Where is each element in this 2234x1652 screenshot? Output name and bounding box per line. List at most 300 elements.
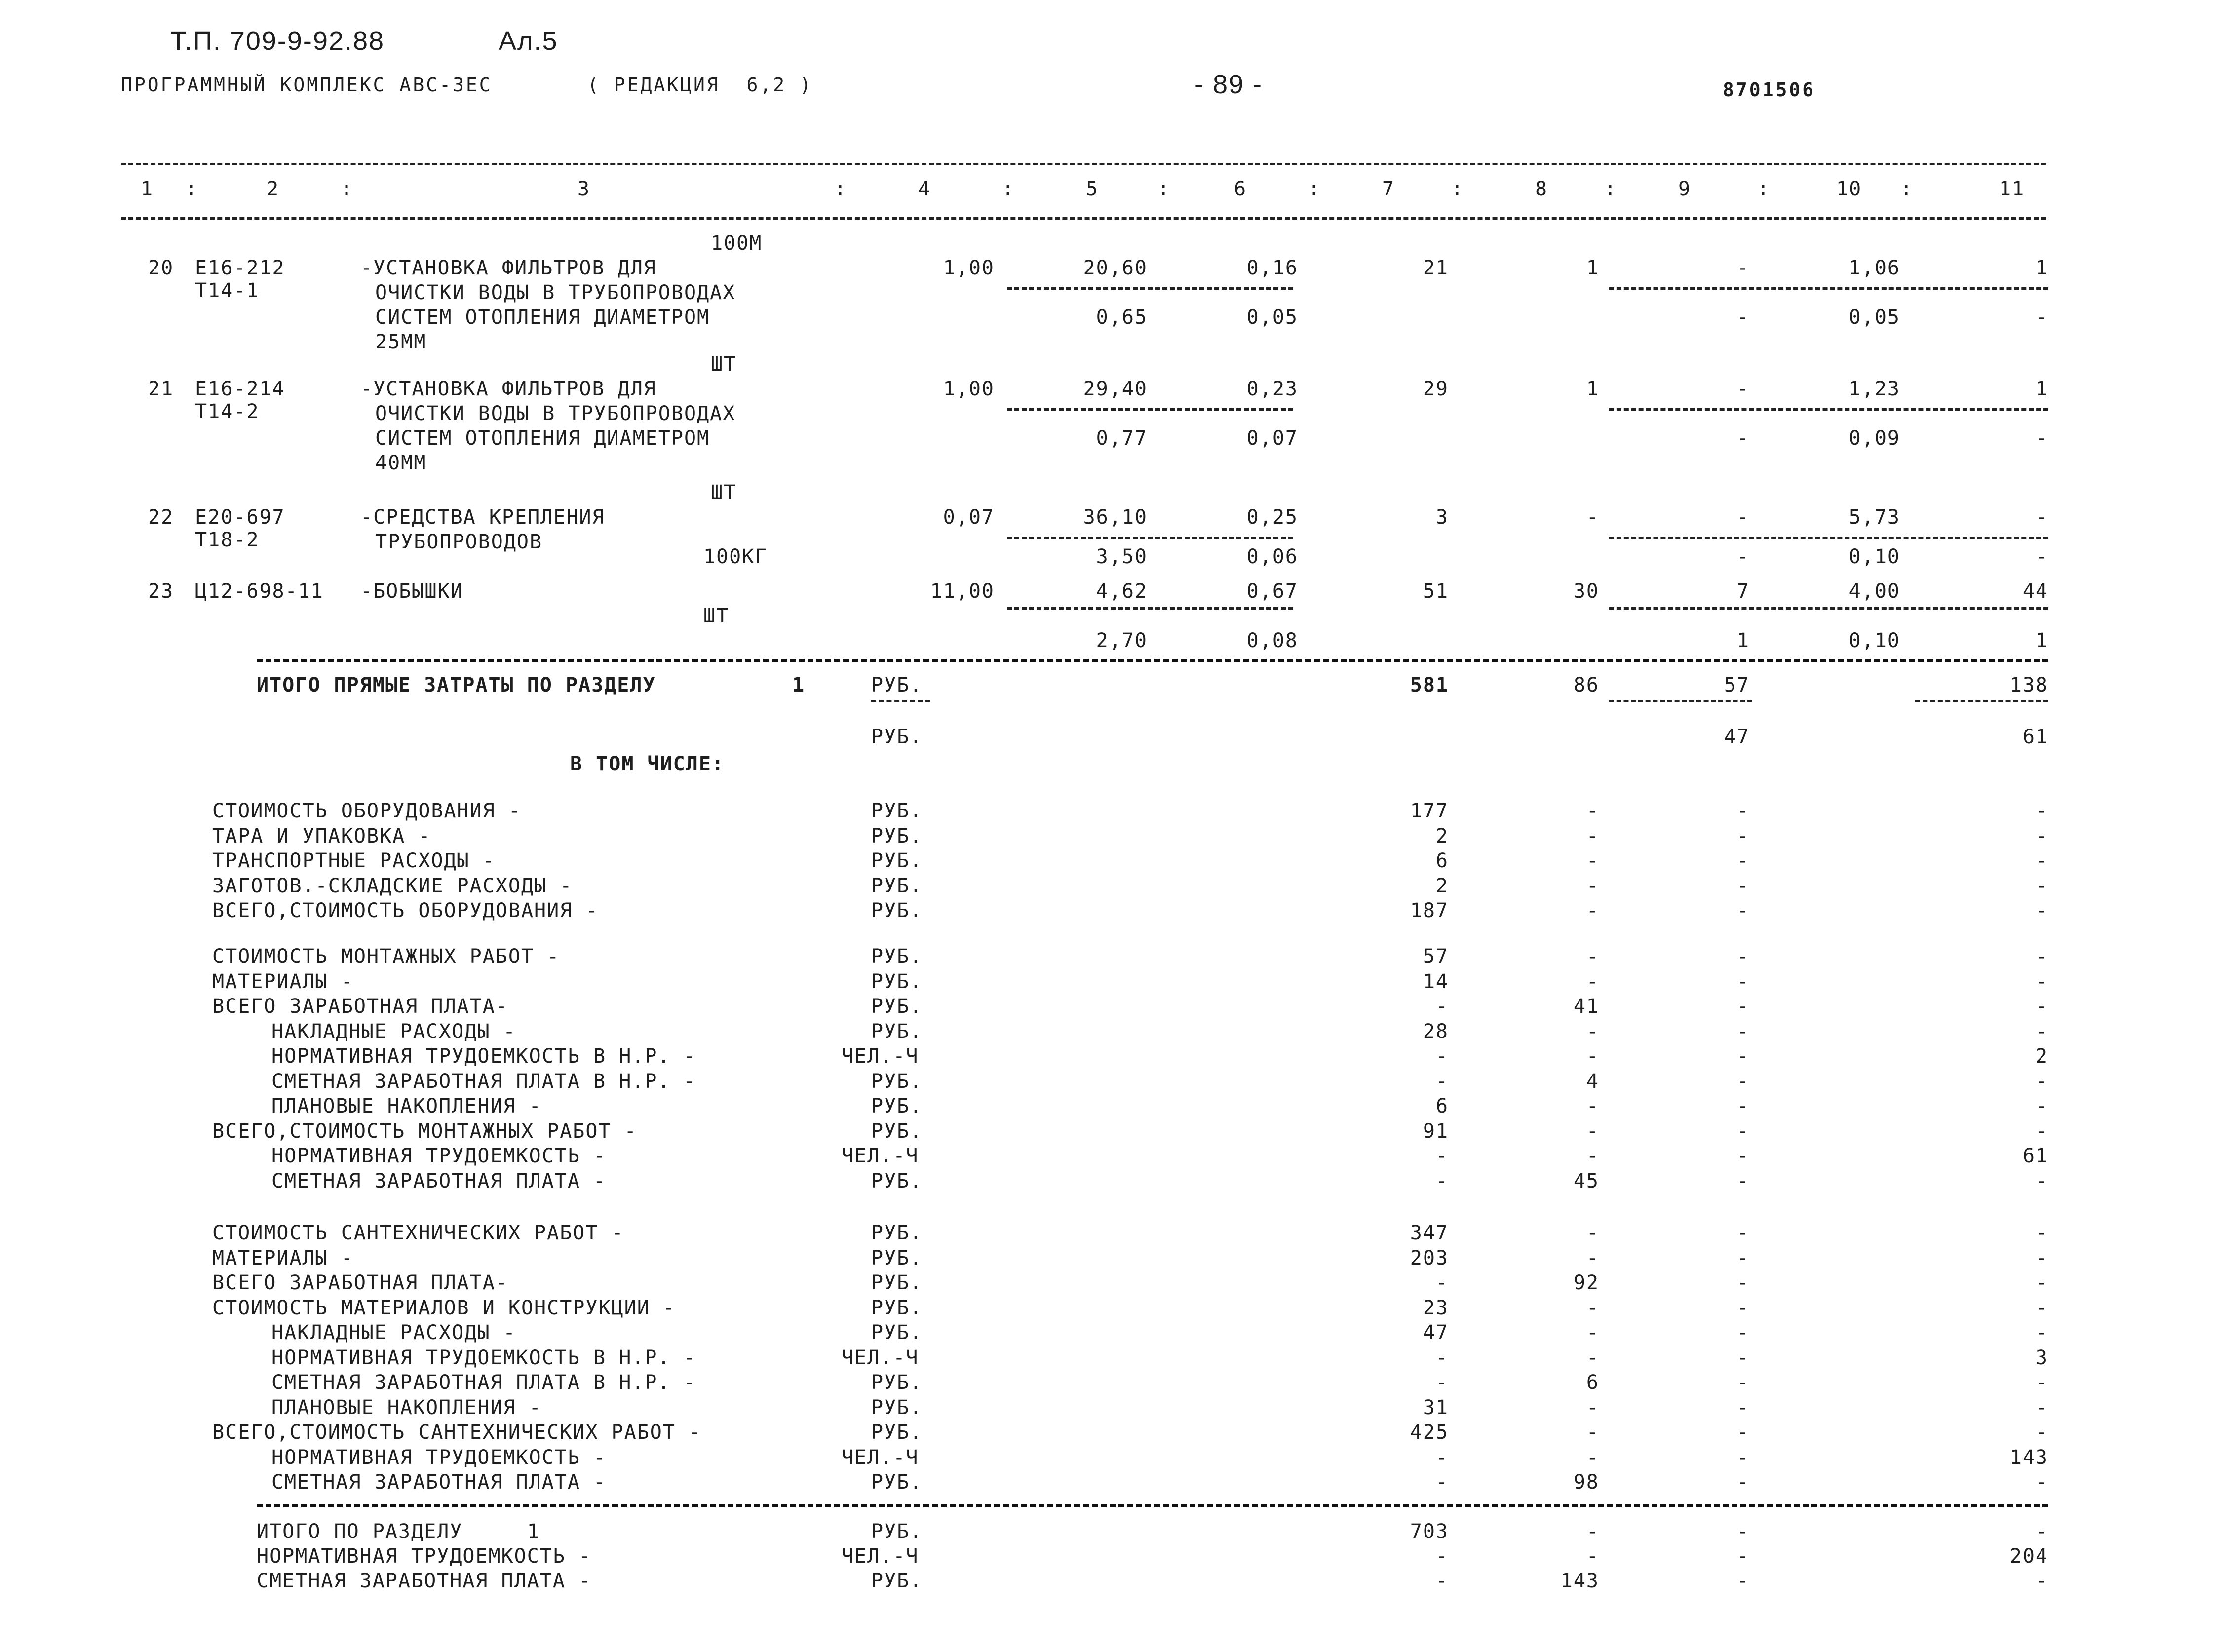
document-code: 8701506 (1723, 79, 1816, 101)
cell-col10: 1,23 (1849, 378, 1900, 400)
assembly-col11: - (2035, 1020, 2048, 1043)
item-subcode: Т18-2 (195, 529, 260, 551)
cell-col9-labor: - (1736, 306, 1750, 329)
unit-label: РУБ. (871, 1020, 923, 1043)
equipment-label: ЗАГОТОВ.-СКЛАДСКИЕ РАСХОДЫ - (212, 874, 573, 897)
unit-label: РУБ. (871, 1296, 923, 1319)
item-subcode: Т14-2 (195, 400, 260, 423)
equipment-col7: 187 (1410, 899, 1449, 922)
assembly-label: ПЛАНОВЫЕ НАКОПЛЕНИЯ - (271, 1095, 542, 1117)
column-separator: : (1308, 178, 1321, 200)
column-number: 4 (918, 178, 931, 200)
item-quantity: 0,07 (943, 506, 995, 529)
assembly-col9: - (1736, 1070, 1750, 1093)
cell-col6: 0,16 (1246, 257, 1298, 279)
unit-label: РУБ. (871, 1095, 923, 1117)
item-description: -УСТАНОВКА ФИЛЬТРОВ ДЛЯ (360, 378, 656, 400)
unit-label: РУБ. (871, 1169, 923, 1192)
assembly-label: СМЕТНАЯ ЗАРАБОТНАЯ ПЛАТА - (271, 1169, 607, 1192)
cost-underline (1007, 408, 1293, 411)
column-separator: : (1757, 178, 1771, 200)
cell-col11-labor: - (2035, 306, 2048, 329)
column-number: 7 (1382, 178, 1395, 200)
assembly-col8: - (1586, 1095, 1599, 1117)
assembly-label: НАКЛАДНЫЕ РАСХОДЫ - (271, 1020, 516, 1043)
unit-label: РУБ. (871, 1570, 923, 1592)
item-code: Е16-212 (195, 257, 285, 279)
assembly-col9: - (1736, 945, 1750, 968)
plumbing-col7: 47 (1423, 1321, 1449, 1344)
unit-label: ЧЕЛ.-Ч (842, 1545, 919, 1568)
edition-label: ( РЕДАКЦИЯ 6,2 ) (587, 74, 813, 96)
assembly-col7: - (1435, 1070, 1449, 1093)
cell-col8: 1 (1586, 378, 1599, 400)
unit-label: РУБ. (871, 995, 923, 1018)
item-description: ОЧИСТКИ ВОДЫ В ТРУБОПРОВОДАХ (375, 281, 736, 304)
assembly-col8: - (1586, 970, 1599, 993)
plumbing-col9: - (1736, 1271, 1750, 1294)
equipment-col8: - (1586, 800, 1599, 822)
plumbing-col9: - (1736, 1222, 1750, 1244)
cost-underline (1609, 287, 2048, 290)
item-quantity: 1,00 (943, 257, 995, 279)
cost-underline (1609, 408, 2048, 411)
column-number: 11 (1999, 178, 2025, 200)
cost-underline (1609, 607, 2048, 610)
plumbing-col8: - (1586, 1321, 1599, 1344)
column-separator: : (185, 178, 198, 200)
item-quantity: 11,00 (930, 580, 995, 603)
unit-label: РУБ. (871, 1271, 923, 1294)
unit-label: РУБ. (871, 899, 923, 922)
assembly-col9: - (1736, 1095, 1750, 1117)
plumbing-col7: - (1435, 1371, 1449, 1394)
unit-label: ЧЕЛ.-Ч (842, 1045, 919, 1068)
plumbing-col7: 23 (1423, 1296, 1449, 1319)
column-separator: : (1604, 178, 1618, 200)
assembly-col11: - (2035, 995, 2048, 1018)
plumbing-label: СТОИМОСТЬ МАТЕРИАЛОВ И КОНСТРУКЦИИ - (212, 1296, 676, 1319)
assembly-col8: - (1586, 1119, 1599, 1143)
column-separator: : (1157, 178, 1171, 200)
assembly-col8: 41 (1573, 995, 1599, 1018)
plumbing-col9: - (1736, 1346, 1750, 1369)
equipment-col7: 2 (1435, 874, 1449, 897)
item-number: 21 (148, 378, 174, 400)
column-number: 3 (578, 178, 591, 200)
assembly-col8: - (1586, 945, 1599, 968)
cell-col5: 29,40 (1083, 378, 1148, 400)
plumbing-col8: 92 (1573, 1271, 1599, 1294)
cell-col10-labor: 0,10 (1849, 629, 1900, 652)
unit-label: РУБ. (871, 1371, 923, 1394)
section-total-col8: 143 (1560, 1570, 1599, 1592)
plumbing-col7: - (1435, 1471, 1449, 1494)
plumbing-label: СМЕТНАЯ ЗАРАБОТНАЯ ПЛАТА - (271, 1471, 607, 1494)
section-total-label: ИТОГО ПО РАЗДЕЛУ 1 (257, 1520, 540, 1543)
column-separator: : (341, 178, 354, 200)
section-total-col11: 204 (2009, 1545, 2048, 1568)
unit-label: РУБ. (871, 1396, 923, 1419)
column-number: 9 (1678, 178, 1692, 200)
cell-col11: 1 (2035, 257, 2048, 279)
section-total-col7: 703 (1410, 1520, 1449, 1543)
item-number: 22 (148, 506, 174, 529)
cell-col11: 1 (2035, 378, 2048, 400)
unit-label: РУБ. (871, 1421, 923, 1444)
unit-label: РУБ. (871, 1246, 923, 1269)
assembly-label: ВСЕГО,СТОИМОСТЬ МОНТАЖНЫХ РАБОТ - (212, 1119, 637, 1143)
total-col7: 581 (1410, 674, 1449, 696)
assembly-col8: - (1586, 1020, 1599, 1043)
plumbing-col9: - (1736, 1421, 1750, 1444)
plumbing-label: НОРМАТИВНАЯ ТРУДОЕМКОСТЬ - (271, 1446, 607, 1469)
plumbing-col7: - (1435, 1271, 1449, 1294)
cost-underline (1007, 287, 1293, 290)
unit-label: РУБ. (871, 824, 923, 847)
assembly-col11: - (2035, 970, 2048, 993)
plumbing-col8: - (1586, 1346, 1599, 1369)
cell-col9-labor: - (1736, 545, 1750, 568)
assembly-col9: - (1736, 970, 1750, 993)
cell-col6-labor: 0,05 (1246, 306, 1298, 329)
assembly-col8: 4 (1586, 1070, 1599, 1093)
assembly-col9: - (1736, 1145, 1750, 1167)
header-top-rule (121, 163, 2046, 165)
unit-label: ЧЕЛ.-Ч (842, 1145, 919, 1167)
cell-col9: - (1736, 506, 1750, 529)
assembly-label: МАТЕРИАЛЫ - (212, 970, 354, 993)
equipment-col8: - (1586, 874, 1599, 897)
cell-col7: 29 (1423, 378, 1449, 400)
column-number: 2 (267, 178, 280, 200)
equipment-col11: - (2035, 824, 2048, 847)
plumbing-col9: - (1736, 1396, 1750, 1419)
assembly-col7: 6 (1435, 1095, 1449, 1117)
plumbing-col11: - (2035, 1421, 2048, 1444)
doc-reference: Т.П. 709-9-92.88 (170, 26, 385, 56)
cell-col10: 5,73 (1849, 506, 1900, 529)
plumbing-col7: 347 (1410, 1222, 1449, 1244)
cell-col7: 3 (1435, 506, 1449, 529)
cell-col5-labor: 0,65 (1096, 306, 1148, 329)
cell-col6-labor: 0,08 (1246, 629, 1298, 652)
total-col9-labor: 47 (1724, 726, 1750, 748)
cell-col11-labor: 1 (2035, 629, 2048, 652)
item-number: 20 (148, 257, 174, 279)
section-total-col11: - (2035, 1520, 2048, 1543)
plumbing-label: ПЛАНОВЫЕ НАКОПЛЕНИЯ - (271, 1396, 542, 1419)
cell-col6-labor: 0,06 (1246, 545, 1298, 568)
equipment-col9: - (1736, 874, 1750, 897)
plumbing-col9: - (1736, 1246, 1750, 1269)
cost-underline (1609, 537, 2048, 539)
unit-label: РУБ. (871, 726, 923, 748)
cell-col10: 1,06 (1849, 257, 1900, 279)
assembly-label: НОРМАТИВНАЯ ТРУДОЕМКОСТЬ В Н.Р. - (271, 1045, 696, 1068)
section-total-col9: - (1736, 1545, 1750, 1568)
unit-label: ЧЕЛ.-Ч (842, 1446, 919, 1469)
section-total-col9: - (1736, 1570, 1750, 1592)
assembly-col7: - (1435, 995, 1449, 1018)
equipment-label: ТАРА И УПАКОВКА - (212, 824, 431, 847)
assembly-col7: 14 (1423, 970, 1449, 993)
plumbing-col11: - (2035, 1321, 2048, 1344)
section-total-label: НОРМАТИВНАЯ ТРУДОЕМКОСТЬ - (257, 1545, 592, 1568)
plumbing-col11: 3 (2035, 1346, 2048, 1369)
plumbing-col9: - (1736, 1471, 1750, 1494)
equipment-col11: - (2035, 899, 2048, 922)
cell-col10-labor: 0,09 (1849, 427, 1900, 450)
plumbing-label: НОРМАТИВНАЯ ТРУДОЕМКОСТЬ В Н.Р. - (271, 1346, 696, 1369)
equipment-col8: - (1586, 899, 1599, 922)
item-description: -БОБЫШКИ (360, 580, 463, 603)
section-total-col11: - (2035, 1570, 2048, 1592)
plumbing-col8: - (1586, 1246, 1599, 1269)
column-separator: : (1002, 178, 1015, 200)
equipment-label: СТОИМОСТЬ ОБОРУДОВАНИЯ - (212, 800, 521, 822)
header-bottom-rule (121, 217, 2046, 220)
total-col8: 86 (1573, 674, 1599, 696)
column-number: 1 (141, 178, 154, 200)
section-total-col9: - (1736, 1520, 1750, 1543)
cell-col11: 44 (2022, 580, 2048, 603)
unit-label: ШТ (703, 605, 730, 627)
total-col11-labor: 61 (2022, 726, 2048, 748)
assembly-col9: - (1736, 1119, 1750, 1143)
column-number: 6 (1234, 178, 1247, 200)
assembly-col9: - (1736, 1045, 1750, 1068)
cell-col5-labor: 3,50 (1096, 545, 1148, 568)
assembly-col11: - (2035, 1095, 2048, 1117)
unit-label: РУБ. (871, 970, 923, 993)
assembly-label: НОРМАТИВНАЯ ТРУДОЕМКОСТЬ - (271, 1145, 607, 1167)
total-section-number: 1 (792, 674, 806, 696)
cell-col8: 30 (1573, 580, 1599, 603)
cell-col9: - (1736, 257, 1750, 279)
plumbing-col11: - (2035, 1471, 2048, 1494)
assembly-col11: 61 (2022, 1145, 2048, 1167)
section-total-label: СМЕТНАЯ ЗАРАБОТНАЯ ПЛАТА - (257, 1570, 592, 1592)
item-code: Е16-214 (195, 378, 285, 400)
assembly-col7: - (1435, 1045, 1449, 1068)
column-separator: : (1900, 178, 1914, 200)
plumbing-col11: - (2035, 1246, 2048, 1269)
item-description: -УСТАНОВКА ФИЛЬТРОВ ДЛЯ (360, 257, 656, 279)
assembly-col7: 28 (1423, 1020, 1449, 1043)
unit-label: РУБ. (871, 1471, 923, 1494)
assembly-col7: - (1435, 1145, 1449, 1167)
total-col11: 138 (2009, 674, 2048, 696)
cell-col6: 0,25 (1246, 506, 1298, 529)
cell-col5: 36,10 (1083, 506, 1148, 529)
column-number: 8 (1535, 178, 1548, 200)
item-quantity: 1,00 (943, 378, 995, 400)
assembly-col9: - (1736, 1020, 1750, 1043)
assembly-col9: - (1736, 995, 1750, 1018)
assembly-label: ВСЕГО ЗАРАБОТНАЯ ПЛАТА- (212, 995, 508, 1018)
plumbing-col11: - (2035, 1371, 2048, 1394)
assembly-col7: - (1435, 1169, 1449, 1192)
assembly-col11: - (2035, 1169, 2048, 1192)
cell-col5: 20,60 (1083, 257, 1148, 279)
cell-col11-labor: - (2035, 427, 2048, 450)
unit-label: РУБ. (871, 800, 923, 822)
album-label: Ал.5 (499, 26, 558, 56)
plumbing-label: МАТЕРИАЛЫ - (212, 1246, 354, 1269)
unit-underline (871, 700, 930, 702)
plumbing-col8: - (1586, 1446, 1599, 1469)
assembly-label: СТОИМОСТЬ МОНТАЖНЫХ РАБОТ - (212, 945, 560, 968)
cell-col5-labor: 0,77 (1096, 427, 1148, 450)
cell-col9-labor: 1 (1736, 629, 1750, 652)
item-description: СИСТЕМ ОТОПЛЕНИЯ ДИАМЕТРОМ (375, 306, 710, 329)
equipment-col8: - (1586, 849, 1599, 872)
unit-label: РУБ. (871, 1119, 923, 1143)
column-separator: : (1451, 178, 1464, 200)
assembly-col7: 91 (1423, 1119, 1449, 1143)
total-underline (1609, 700, 1752, 702)
cell-col5: 4,62 (1096, 580, 1148, 603)
plumbing-col9: - (1736, 1296, 1750, 1319)
unit-label: РУБ. (871, 1520, 923, 1543)
cell-col10-labor: 0,05 (1849, 306, 1900, 329)
plumbing-label: ВСЕГО ЗАРАБОТНАЯ ПЛАТА- (212, 1271, 508, 1294)
page-number: - 89 - (1194, 70, 1263, 99)
unit-label: РУБ. (871, 945, 923, 968)
plumbing-col8: - (1586, 1396, 1599, 1419)
assembly-col8: 45 (1573, 1169, 1599, 1192)
equipment-col7: 6 (1435, 849, 1449, 872)
cell-col6-labor: 0,07 (1246, 427, 1298, 450)
assembly-col11: - (2035, 1119, 2048, 1143)
equipment-label: ТРАНСПОРТНЫЕ РАСХОДЫ - (212, 849, 496, 872)
assembly-col11: - (2035, 945, 2048, 968)
unit-label: РУБ. (871, 1070, 923, 1093)
assembly-col8: - (1586, 1145, 1599, 1167)
unit-label: РУБ. (871, 849, 923, 872)
plumbing-col8: - (1586, 1421, 1599, 1444)
cell-col10-labor: 0,10 (1849, 545, 1900, 568)
assembly-label: СМЕТНАЯ ЗАРАБОТНАЯ ПЛАТА В Н.Р. - (271, 1070, 696, 1093)
plumbing-col11: 143 (2009, 1446, 2048, 1469)
plumbing-col9: - (1736, 1321, 1750, 1344)
item-description: СИСТЕМ ОТОПЛЕНИЯ ДИАМЕТРОМ (375, 427, 710, 450)
equipment-col11: - (2035, 800, 2048, 822)
equipment-col9: - (1736, 800, 1750, 822)
total-col9: 57 (1724, 674, 1750, 696)
assembly-col11: 2 (2035, 1045, 2048, 1068)
column-number: 5 (1086, 178, 1099, 200)
plumbing-col7: - (1435, 1346, 1449, 1369)
plumbing-label: СТОИМОСТЬ САНТЕХНИЧЕСКИХ РАБОТ - (212, 1222, 624, 1244)
item-description: 25ММ (375, 331, 427, 353)
item-subcode: Т14-1 (195, 279, 260, 302)
cell-col11-labor: - (2035, 545, 2048, 568)
equipment-col9: - (1736, 899, 1750, 922)
item-code: Ц12-698-11 (195, 580, 324, 603)
section-total-col7: - (1435, 1545, 1449, 1568)
plumbing-col11: - (2035, 1271, 2048, 1294)
plumbing-col11: - (2035, 1296, 2048, 1319)
unit-label: ШТ (711, 353, 737, 376)
equipment-col11: - (2035, 849, 2048, 872)
plumbing-col8: 98 (1573, 1471, 1599, 1494)
total-direct-label: ИТОГО ПРЯМЫЕ ЗАТРАТЫ ПО РАЗДЕЛУ (257, 674, 656, 696)
plumbing-label: ВСЕГО,СТОИМОСТЬ САНТЕХНИЧЕСКИХ РАБОТ - (212, 1421, 702, 1444)
assembly-col9: - (1736, 1169, 1750, 1192)
plumbing-label: СМЕТНАЯ ЗАРАБОТНАЯ ПЛАТА В Н.Р. - (271, 1371, 696, 1394)
assembly-col7: 57 (1423, 945, 1449, 968)
unit-label: 100КГ (703, 545, 768, 568)
equipment-col9: - (1736, 849, 1750, 872)
plumbing-col11: - (2035, 1396, 2048, 1419)
cell-col9: - (1736, 378, 1750, 400)
total-underline (1915, 700, 2048, 702)
equipment-col9: - (1736, 824, 1750, 847)
equipment-col7: 177 (1410, 800, 1449, 822)
equipment-col7: 2 (1435, 824, 1449, 847)
plumbing-col7: 425 (1410, 1421, 1449, 1444)
cost-underline (1007, 537, 1293, 539)
section-total-col8: - (1586, 1545, 1599, 1568)
cell-col8: 1 (1586, 257, 1599, 279)
plumbing-col8: - (1586, 1222, 1599, 1244)
program-title: ПРОГРАММНЫЙ КОМПЛЕКС АВС-3ЕС (121, 74, 493, 96)
total-heavy-rule (257, 659, 2048, 662)
equipment-col8: - (1586, 824, 1599, 847)
including-heading: В ТОМ ЧИСЛЕ: (570, 753, 725, 775)
assembly-col8: - (1586, 1045, 1599, 1068)
cell-col11: - (2035, 506, 2048, 529)
plumbing-col7: 31 (1423, 1396, 1449, 1419)
plumbing-col7: 203 (1410, 1246, 1449, 1269)
item-description: ТРУБОПРОВОДОВ (375, 531, 543, 553)
plumbing-col9: - (1736, 1371, 1750, 1394)
cell-col5-labor: 2,70 (1096, 629, 1148, 652)
assembly-col11: - (2035, 1070, 2048, 1093)
column-number: 10 (1836, 178, 1862, 200)
plumbing-col7: - (1435, 1446, 1449, 1469)
cost-underline (1007, 607, 1293, 610)
unit-label: РУБ. (871, 1321, 923, 1344)
item-description: 40ММ (375, 452, 427, 474)
cell-col8: - (1586, 506, 1599, 529)
cell-col7: 21 (1423, 257, 1449, 279)
unit-label: РУБ. (871, 1222, 923, 1244)
cell-col6: 0,67 (1246, 580, 1298, 603)
cell-col9-labor: - (1736, 427, 1750, 450)
section-heavy-rule (257, 1504, 2048, 1507)
plumbing-col9: - (1736, 1446, 1750, 1469)
equipment-label: ВСЕГО,СТОИМОСТЬ ОБОРУДОВАНИЯ - (212, 899, 599, 922)
plumbing-col11: - (2035, 1222, 2048, 1244)
cell-col10: 4,00 (1849, 580, 1900, 603)
column-separator: : (834, 178, 847, 200)
section-total-col7: - (1435, 1570, 1449, 1592)
plumbing-label: НАКЛАДНЫЕ РАСХОДЫ - (271, 1321, 516, 1344)
plumbing-col8: - (1586, 1296, 1599, 1319)
equipment-col11: - (2035, 874, 2048, 897)
cell-col6: 0,23 (1246, 378, 1298, 400)
item-description: ОЧИСТКИ ВОДЫ В ТРУБОПРОВОДАХ (375, 402, 736, 425)
item-code: Е20-697 (195, 506, 285, 529)
unit-label: ШТ (711, 481, 737, 504)
cell-col7: 51 (1423, 580, 1449, 603)
unit-label: 100М (711, 232, 763, 255)
unit-label: ЧЕЛ.-Ч (842, 1346, 919, 1369)
item-description: -СРЕДСТВА КРЕПЛЕНИЯ (360, 506, 605, 529)
